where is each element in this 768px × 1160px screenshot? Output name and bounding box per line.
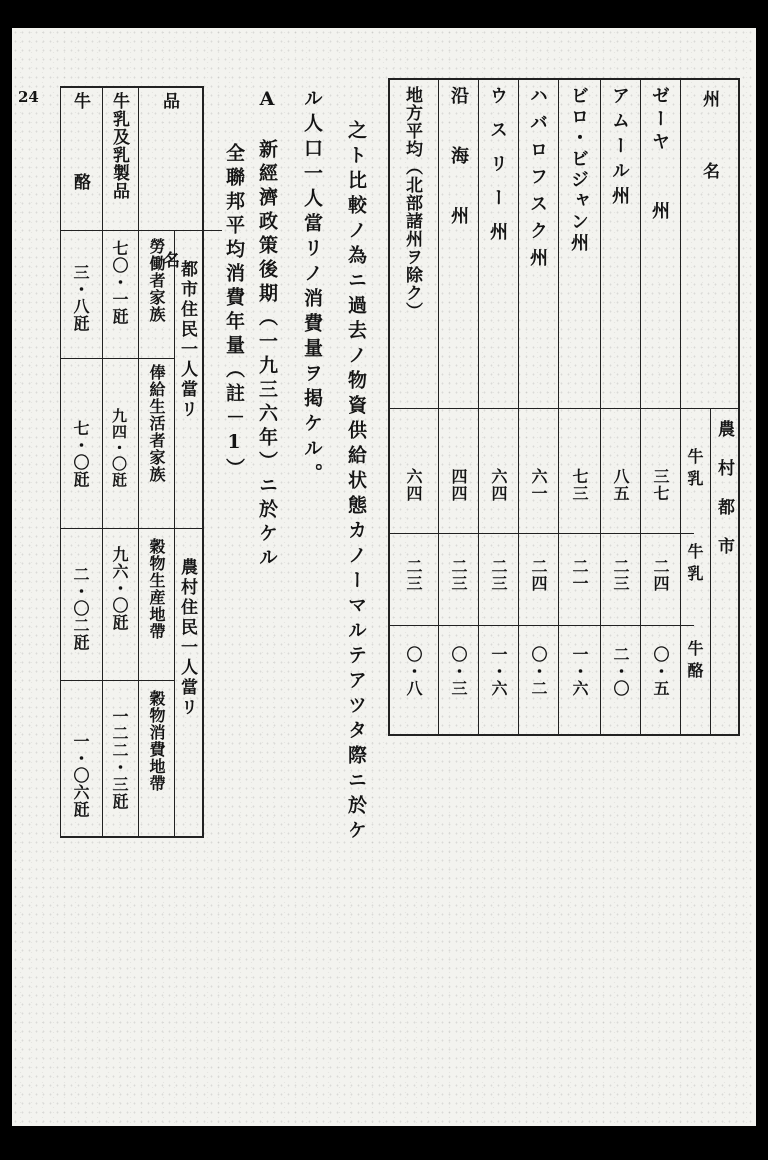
state-name: アムール州: [609, 86, 630, 211]
text-line-3: A 新經濟政策後期（一九三六年）ニ於ケル: [256, 88, 278, 571]
cell-value: 七〇・一瓩: [110, 240, 129, 325]
cell-value: 九六・〇瓩: [110, 546, 129, 631]
state-name: ビロ・ビジャン州: [568, 86, 589, 254]
cell-value: 二四: [651, 558, 670, 592]
state-name: ゼーヤ 州: [649, 86, 670, 224]
butter-header: 牛酪: [685, 640, 704, 684]
milk-header-2: 牛乳: [685, 543, 704, 587]
page-number: 24: [18, 88, 39, 106]
state-name: 沿 海 州: [448, 86, 469, 236]
cell-value: 〇・三: [449, 646, 468, 697]
cell-value: 一・〇六瓩: [71, 733, 90, 818]
grain-consuming-header: 穀物消費地帶: [147, 690, 166, 792]
cell-value: 〇・五: [651, 646, 670, 697]
cell-value: 二・〇: [611, 646, 630, 697]
cell-value: 〇・二: [529, 646, 548, 697]
text-line-1: 之ト比較ノ為ニ過去ノ物資供給状態カノーマルテアツタ際ニ於ケ: [345, 120, 367, 845]
state-name: 地方平均（北部諸州ヲ除ク）: [402, 86, 422, 320]
text-line-4: 全聯邦平均消費年量（註－1）: [223, 143, 245, 482]
cell-value: 二・〇二瓩: [71, 566, 90, 651]
item-name: 牛乳及乳製品: [109, 92, 129, 200]
cell-value: 一・六: [489, 646, 508, 697]
document-page: [12, 28, 756, 1126]
cell-value: 〇・八: [404, 646, 423, 697]
cell-value: 一二二・三瓩: [110, 708, 129, 810]
cell-value: 二三: [489, 558, 508, 592]
cell-value: 七・〇瓩: [71, 420, 90, 488]
salaried-family-header: 俸給生活者家族: [147, 364, 166, 483]
cell-value: 七三: [570, 468, 589, 502]
state-name: ハバロフスク州: [527, 86, 548, 275]
state-name-header: 州 名: [699, 90, 719, 180]
cell-value: 六四: [404, 468, 423, 502]
item-header: 品 名: [159, 92, 179, 304]
state-name: ウスリー州: [487, 86, 508, 256]
cell-value: 九四・〇瓩: [110, 408, 128, 488]
cell-value: 二一: [570, 558, 589, 592]
cell-value: 六四: [489, 468, 508, 502]
grain-producing-header: 穀物生産地帶: [147, 538, 166, 640]
rural-city-header: 農村都市: [714, 420, 734, 576]
cell-value: 八五: [611, 468, 630, 502]
cell-value: 二四: [529, 558, 548, 592]
cell-value: 一・六: [570, 646, 589, 697]
cell-value: 二三: [404, 558, 423, 592]
city-resident-header: 都市住民一人當リ: [177, 260, 197, 420]
worker-family-header: 勞働者家族: [147, 238, 166, 323]
cell-value: 四四: [449, 468, 468, 502]
item-name: 牛 酪: [70, 92, 90, 200]
cell-value: 三七: [651, 468, 670, 502]
cell-value: 二三: [449, 558, 468, 592]
rural-resident-header: 農村住民一人當リ: [177, 558, 197, 718]
cell-value: 六一: [529, 468, 548, 502]
milk-header: 牛乳: [685, 448, 704, 492]
text-line-2: ル人口一人當リノ消費量ヲ掲ケル。: [301, 88, 323, 488]
cell-value: 三・八瓩: [71, 264, 90, 332]
cell-value: 二三: [611, 558, 630, 592]
